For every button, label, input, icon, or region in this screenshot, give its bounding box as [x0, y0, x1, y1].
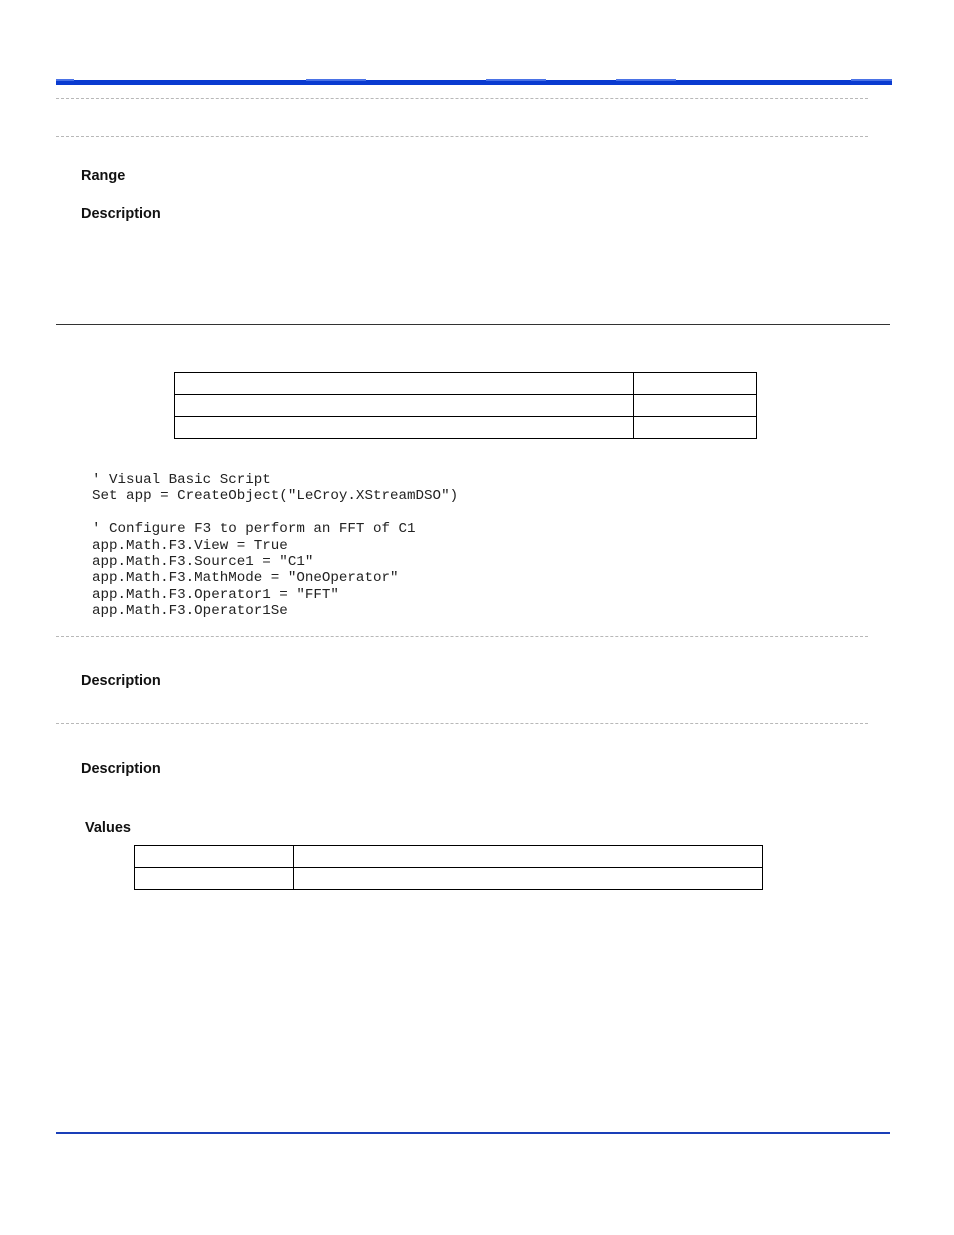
description-heading: Description — [81, 673, 161, 689]
code-line: ' Visual Basic Script — [92, 472, 271, 488]
code-line: app.Math.F3.Operator1Se — [92, 603, 288, 620]
table-row — [175, 373, 757, 395]
description-heading: Description — [81, 206, 161, 222]
table-row — [175, 417, 757, 439]
table-cell — [135, 846, 294, 868]
code-line: app.Math.F3.MathMode = "OneOperator" — [92, 570, 399, 587]
header-bar-highlight — [486, 79, 546, 81]
code-example — [92, 472, 458, 620]
footer-rule — [56, 1132, 890, 1134]
section-divider — [56, 136, 868, 137]
table-cell — [634, 417, 757, 439]
description-heading: Description — [81, 761, 161, 777]
section-rule — [56, 324, 890, 325]
header-bar-highlight — [616, 79, 676, 81]
table-row — [135, 846, 763, 868]
values-heading: Values — [85, 820, 131, 836]
header-bar-highlight — [851, 79, 892, 81]
section-divider — [56, 636, 868, 637]
header-bar-highlight — [56, 79, 74, 81]
table-cell — [135, 868, 294, 890]
code-line: ' Configure F3 to perform an FFT of C1 — [92, 521, 416, 538]
properties-table — [174, 372, 757, 439]
values-table — [134, 845, 763, 890]
section-divider — [56, 723, 868, 724]
section-divider — [56, 98, 868, 99]
code-line: Set app = CreateObject("LeCroy.XStreamDSO") — [92, 488, 459, 505]
header-bar — [56, 80, 892, 85]
range-heading: Range — [81, 168, 126, 184]
code-line: app.Math.F3.View = True — [92, 537, 288, 554]
code-line: app.Math.F3.Source1 = "C1" — [92, 554, 314, 571]
table-cell — [634, 395, 757, 417]
table-cell — [634, 373, 757, 395]
table-cell — [294, 868, 763, 890]
table-cell — [294, 846, 763, 868]
table-row — [135, 868, 763, 890]
code-line: app.Math.F3.Operator1 = "FFT" — [92, 586, 339, 603]
table-cell — [175, 395, 634, 417]
table-cell — [175, 417, 634, 439]
table-cell — [175, 373, 634, 395]
table-row — [175, 395, 757, 417]
header-bar-highlight — [306, 79, 366, 81]
